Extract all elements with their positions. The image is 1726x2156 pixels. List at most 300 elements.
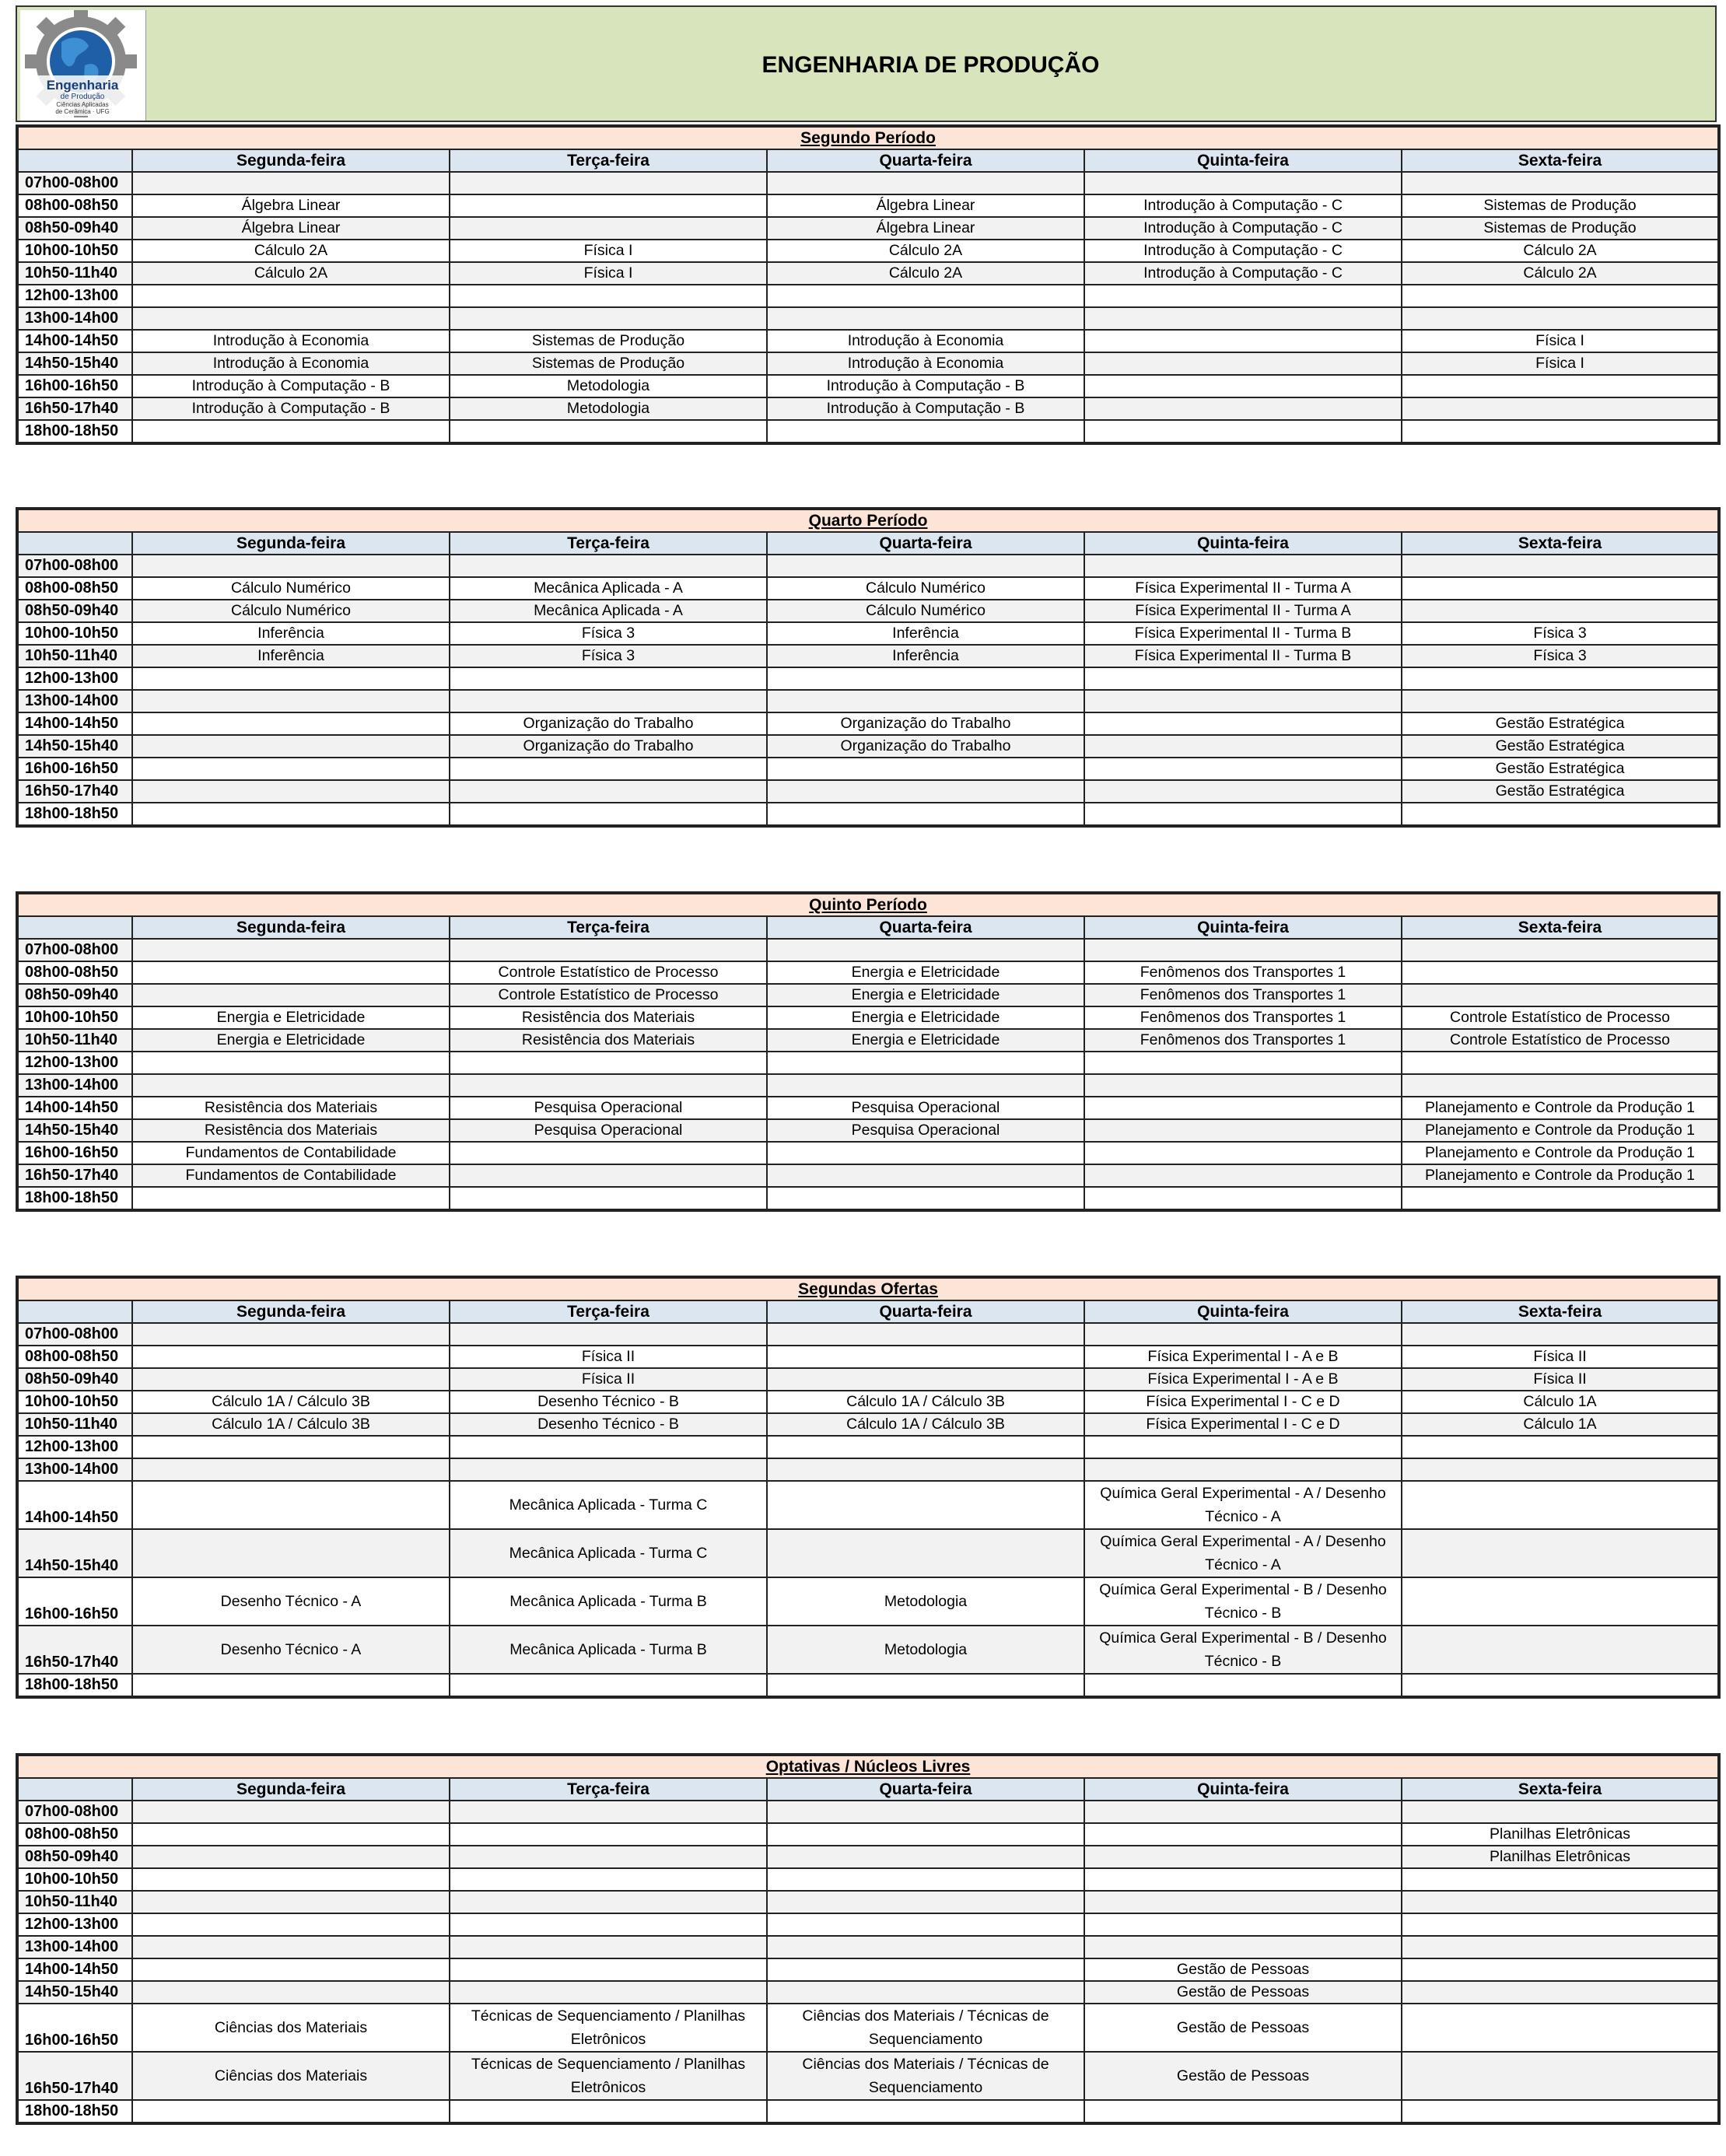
time-slot-label: 14h50-15h40 [17,1529,132,1577]
table-row [17,1529,1719,1577]
class-cell [1402,1936,1719,1958]
table-row [17,1052,1719,1074]
class-cell [132,1346,450,1368]
schedule-table [16,124,1721,445]
day-header: Segunda-feira [132,149,450,172]
time-slot-label: 12h00-13h00 [17,1913,132,1936]
table-row [17,1674,1719,1697]
time-slot-label: 10h50-11h40 [17,1029,132,1052]
class-cell: Cálculo 2A [767,240,1084,262]
class-cell [450,1891,767,1913]
class-cell [450,1187,767,1210]
class-cell [1084,1846,1402,1868]
table-row [17,240,1719,262]
class-cell: Mecânica Aplicada - Turma B [450,1577,767,1626]
class-cell: Energia e Eletricidade [767,1006,1084,1029]
class-cell: Mecânica Aplicada - Turma B [450,1626,767,1674]
class-cell [132,939,450,961]
class-cell [132,1187,450,1210]
gear-globe-logo-icon [20,10,145,119]
class-cell [767,1529,1084,1577]
class-cell: Cálculo 2A [1402,262,1719,285]
class-cell: Química Geral Experimental - B / Desenho Técnico - B [1084,1626,1402,1674]
class-cell [132,712,450,735]
table-row [17,1913,1719,1936]
class-cell [132,1846,450,1868]
class-cell: Física Experimental I - A e B [1084,1346,1402,1368]
class-cell [450,1458,767,1481]
class-cell [1084,712,1402,735]
class-cell [132,690,450,712]
class-cell: Desenho Técnico - A [132,1626,450,1674]
time-slot-label: 12h00-13h00 [17,285,132,307]
class-cell: Metodologia [450,397,767,420]
table-row [17,1097,1719,1119]
class-cell [1084,1436,1402,1458]
class-cell [132,1674,450,1697]
time-slot-label: 07h00-08h00 [17,1323,132,1346]
table-row [17,961,1719,984]
time-slot-label: 08h00-08h50 [17,577,132,600]
class-cell [767,1323,1084,1346]
time-slot-label: 13h00-14h00 [17,1074,132,1097]
time-slot-label: 16h50-17h40 [17,1626,132,1674]
class-cell: Controle Estatístico de Processo [450,961,767,984]
class-cell: Introdução à Computação - C [1084,217,1402,240]
class-cell: Fenômenos dos Transportes 1 [1084,961,1402,984]
class-cell: Introdução à Computação - B [767,397,1084,420]
time-slot-label: 14h00-14h50 [17,1097,132,1119]
class-cell [132,1436,450,1458]
class-cell [1402,1529,1719,1577]
table-row [17,667,1719,690]
class-cell [1402,961,1719,984]
table-row [17,1458,1719,1481]
class-cell: Mecânica Aplicada - A [450,600,767,622]
time-slot-label: 08h50-09h40 [17,1368,132,1391]
table-row [17,555,1719,577]
table-row [17,1577,1719,1626]
class-cell [1402,1913,1719,1936]
class-cell: Cálculo 2A [767,262,1084,285]
class-cell: Controle Estatístico de Processo [1402,1029,1719,1052]
table-row [17,1801,1719,1823]
class-cell [450,1981,767,2004]
class-cell [1402,600,1719,622]
class-cell [1402,984,1719,1006]
class-cell [450,939,767,961]
class-cell: Pesquisa Operacional [450,1119,767,1142]
class-cell: Inferência [767,622,1084,645]
class-cell [1084,375,1402,397]
class-cell [1084,1913,1402,1936]
class-cell: Álgebra Linear [132,217,450,240]
class-cell: Fenômenos dos Transportes 1 [1084,1006,1402,1029]
table-row [17,352,1719,375]
table-row [17,780,1719,803]
table-row [17,1823,1719,1846]
class-cell [450,420,767,443]
class-cell: Desenho Técnico - B [450,1413,767,1436]
class-cell [767,1891,1084,1913]
day-header: Quarta-feira [767,532,1084,555]
class-cell [1084,555,1402,577]
class-cell [132,1481,450,1529]
time-slot-label: 08h50-09h40 [17,984,132,1006]
table-row [17,758,1719,780]
class-cell: Ciências dos Materiais / Técnicas de Sequenciamento [767,2004,1084,2052]
day-header: Segunda-feira [132,916,450,939]
table-row [17,420,1719,443]
class-cell [132,1958,450,1981]
table-row [17,1891,1719,1913]
class-cell [1084,1052,1402,1074]
class-cell: Introdução à Computação - C [1084,262,1402,285]
time-slot-label: 12h00-13h00 [17,1436,132,1458]
class-cell: Energia e Eletricidade [132,1006,450,1029]
table-row [17,1436,1719,1458]
day-header: Segunda-feira [132,1300,450,1323]
day-header: Terça-feira [450,532,767,555]
table-row [17,2100,1719,2123]
time-slot-label: 10h00-10h50 [17,622,132,645]
class-cell [1084,1823,1402,1846]
class-cell [767,307,1084,330]
class-cell: Introdução à Computação - B [767,375,1084,397]
time-slot-label: 13h00-14h00 [17,1458,132,1481]
class-cell: Cálculo Numérico [132,577,450,600]
time-slot-label: 16h00-16h50 [17,1142,132,1164]
class-cell: Física Experimental I - C e D [1084,1391,1402,1413]
class-cell [450,1868,767,1891]
class-cell: Física 3 [1402,645,1719,667]
section-title: Optativas / Núcleos Livres [17,1755,1719,1778]
class-cell [767,1458,1084,1481]
class-cell: Energia e Eletricidade [767,1029,1084,1052]
schedule-table [16,507,1721,828]
class-cell: Física I [450,240,767,262]
class-cell: Cálculo 1A / Cálculo 3B [767,1391,1084,1413]
class-cell [767,690,1084,712]
time-slot-label: 07h00-08h00 [17,172,132,194]
class-cell [1084,1187,1402,1210]
time-slot-label: 16h00-16h50 [17,1577,132,1626]
class-cell [767,1187,1084,1210]
class-cell: Sistemas de Produção [450,330,767,352]
class-cell [1402,667,1719,690]
department-logo [20,10,146,121]
day-header: Sexta-feira [1402,1778,1719,1801]
table-row [17,1029,1719,1052]
class-cell [450,217,767,240]
class-cell [1402,397,1719,420]
class-cell [1084,1074,1402,1097]
class-cell [132,285,450,307]
class-cell: Metodologia [450,375,767,397]
class-cell [767,1436,1084,1458]
class-cell: Cálculo 1A / Cálculo 3B [767,1413,1084,1436]
class-cell [450,1074,767,1097]
class-cell: Física I [1402,352,1719,375]
time-header-blank [17,532,132,555]
time-slot-label: 14h00-14h50 [17,712,132,735]
class-cell [132,1052,450,1074]
class-cell [1084,735,1402,758]
table-row [17,622,1719,645]
day-header: Terça-feira [450,149,767,172]
time-slot-label: 10h00-10h50 [17,1006,132,1029]
class-cell: Gestão de Pessoas [1084,2052,1402,2100]
time-slot-label: 13h00-14h00 [17,1936,132,1958]
class-cell: Física Experimental I - A e B [1084,1368,1402,1391]
time-slot-label: 08h50-09h40 [17,600,132,622]
class-cell [450,803,767,826]
time-slot-label: 07h00-08h00 [17,555,132,577]
table-row [17,1846,1719,1868]
table-row [17,1142,1719,1164]
table-row [17,1323,1719,1346]
class-cell: Química Geral Experimental - B / Desenho Técnico - B [1084,1577,1402,1626]
day-header: Terça-feira [450,1300,767,1323]
class-cell [1084,307,1402,330]
class-cell [450,1846,767,1868]
day-header: Quarta-feira [767,1300,1084,1323]
section-title: Quarto Período [17,509,1719,532]
class-cell [1402,1074,1719,1097]
class-cell [1402,1801,1719,1823]
class-cell: Controle Estatístico de Processo [450,984,767,1006]
time-slot-label: 10h50-11h40 [17,645,132,667]
schedule-table [16,1276,1721,1699]
day-header: Segunda-feira [132,1778,450,1801]
time-slot-label: 08h00-08h50 [17,961,132,984]
class-cell: Cálculo 1A [1402,1413,1719,1436]
class-cell [1402,1323,1719,1346]
class-cell [1084,1801,1402,1823]
time-header-blank [17,916,132,939]
table-row [17,194,1719,217]
class-cell: Física I [450,262,767,285]
class-cell: Sistemas de Produção [1402,194,1719,217]
class-cell [767,1981,1084,2004]
table-row [17,712,1719,735]
class-cell [767,420,1084,443]
page-header [16,5,1717,122]
table-row [17,1868,1719,1891]
class-cell [767,1913,1084,1936]
class-cell [1402,307,1719,330]
class-cell [767,1801,1084,1823]
day-header: Sexta-feira [1402,916,1719,939]
class-cell: Gestão de Pessoas [1084,1981,1402,2004]
class-cell [132,1981,450,2004]
class-cell [1084,690,1402,712]
class-cell [767,780,1084,803]
class-cell: Planejamento e Controle da Produção 1 [1402,1119,1719,1142]
class-cell [132,420,450,443]
time-slot-label: 14h00-14h50 [17,330,132,352]
table-row [17,803,1719,826]
class-cell: Introdução à Computação - C [1084,240,1402,262]
class-cell [450,758,767,780]
time-slot-label: 10h00-10h50 [17,1391,132,1413]
class-cell [767,1074,1084,1097]
time-slot-label: 07h00-08h00 [17,1801,132,1823]
time-slot-label: 10h50-11h40 [17,1891,132,1913]
logo-text-line-4: de Cerâmica · UFG [55,108,110,115]
class-cell: Física Experimental I - C e D [1084,1413,1402,1436]
class-cell: Técnicas de Sequenciamento / Planilhas Eletrônicos [450,2052,767,2100]
class-cell [1084,667,1402,690]
class-cell: Física Experimental II - Turma B [1084,645,1402,667]
class-cell: Gestão Estratégica [1402,735,1719,758]
day-header: Sexta-feira [1402,149,1719,172]
table-row [17,1164,1719,1187]
class-cell [1084,1891,1402,1913]
class-cell: Cálculo 2A [132,262,450,285]
class-cell: Introdução à Computação - B [132,375,450,397]
day-header: Segunda-feira [132,532,450,555]
class-cell: Organização do Trabalho [450,712,767,735]
class-cell [1084,352,1402,375]
page-title: ENGENHARIA DE PRODUÇÃO [761,52,1100,78]
class-cell [450,1913,767,1936]
class-cell [767,1823,1084,1846]
class-cell [132,803,450,826]
logo-text-line-1: Engenharia [46,78,119,93]
class-cell [450,285,767,307]
table-row [17,217,1719,240]
table-row [17,577,1719,600]
class-cell: Fenômenos dos Transportes 1 [1084,984,1402,1006]
class-cell: Mecânica Aplicada - A [450,577,767,600]
class-cell: Mecânica Aplicada - Turma C [450,1481,767,1529]
time-slot-label: 18h00-18h50 [17,2100,132,2123]
class-cell [1402,1981,1719,2004]
day-header: Quinta-feira [1084,916,1402,939]
class-cell [1402,690,1719,712]
class-cell [1084,1936,1402,1958]
class-cell: Mecânica Aplicada - Turma C [450,1529,767,1577]
class-cell: Física I [1402,330,1719,352]
class-cell [450,1801,767,1823]
class-cell [1084,780,1402,803]
class-cell: Gestão de Pessoas [1084,2004,1402,2052]
class-cell: Organização do Trabalho [767,735,1084,758]
class-cell [450,667,767,690]
day-header: Quinta-feira [1084,1778,1402,1801]
class-cell: Inferência [767,645,1084,667]
table-row [17,1481,1719,1529]
class-cell: Cálculo 1A [1402,1391,1719,1413]
time-slot-label: 10h50-11h40 [17,1413,132,1436]
class-cell [1402,1626,1719,1674]
time-slot-label: 08h00-08h50 [17,1823,132,1846]
class-cell: Controle Estatístico de Processo [1402,1006,1719,1029]
class-cell [450,1674,767,1697]
class-cell [450,1323,767,1346]
table-row [17,1346,1719,1368]
table-row [17,600,1719,622]
table-row [17,397,1719,420]
class-cell: Organização do Trabalho [767,712,1084,735]
table-row [17,1936,1719,1958]
class-cell [1402,1458,1719,1481]
class-cell: Resistência dos Materiais [132,1119,450,1142]
class-cell: Resistência dos Materiais [450,1006,767,1029]
class-cell: Ciências dos Materiais [132,2004,450,2052]
time-slot-label: 16h00-16h50 [17,2004,132,2052]
class-cell: Física II [450,1368,767,1391]
class-cell [1402,2052,1719,2100]
class-cell [1084,1119,1402,1142]
class-cell: Fenômenos dos Transportes 1 [1084,1029,1402,1052]
class-cell: Gestão de Pessoas [1084,1958,1402,1981]
class-cell [1402,1577,1719,1626]
class-cell [767,285,1084,307]
class-cell [132,307,450,330]
time-slot-label: 10h00-10h50 [17,1868,132,1891]
class-cell: Álgebra Linear [767,194,1084,217]
day-header: Quinta-feira [1084,1300,1402,1323]
time-slot-label: 18h00-18h50 [17,420,132,443]
section-title: Segundo Período [17,126,1719,149]
class-cell: Planejamento e Controle da Produção 1 [1402,1142,1719,1164]
day-header: Terça-feira [450,1778,767,1801]
time-slot-label: 14h00-14h50 [17,1481,132,1529]
class-cell [767,1958,1084,1981]
class-cell [450,1142,767,1164]
table-row [17,1074,1719,1097]
class-cell: Física 3 [450,645,767,667]
class-cell: Física 3 [450,622,767,645]
class-cell: Cálculo 2A [132,240,450,262]
class-cell: Introdução à Computação - C [1084,194,1402,217]
class-cell [132,961,450,984]
class-cell: Planejamento e Controle da Produção 1 [1402,1097,1719,1119]
class-cell [132,1458,450,1481]
class-cell [767,1142,1084,1164]
class-cell: Física Experimental II - Turma B [1084,622,1402,645]
class-cell: Pesquisa Operacional [767,1119,1084,1142]
class-cell: Física II [1402,1368,1719,1391]
class-cell [1402,939,1719,961]
table-row [17,1119,1719,1142]
class-cell: Cálculo 1A / Cálculo 3B [132,1413,450,1436]
time-slot-label: 13h00-14h00 [17,307,132,330]
class-cell: Pesquisa Operacional [450,1097,767,1119]
class-cell [1402,1868,1719,1891]
class-cell [450,690,767,712]
class-cell: Cálculo Numérico [767,600,1084,622]
class-cell [767,1164,1084,1187]
class-cell [1402,1674,1719,1697]
table-row [17,1626,1719,1674]
logo-text-line-3: Ciências Aplicadas [56,101,109,108]
class-cell [767,1674,1084,1697]
table-row [17,330,1719,352]
day-header: Quarta-feira [767,1778,1084,1801]
class-cell [767,1481,1084,1529]
table-row [17,1368,1719,1391]
class-cell [767,2100,1084,2123]
class-cell [1084,1868,1402,1891]
class-cell [450,555,767,577]
time-slot-label: 08h00-08h50 [17,194,132,217]
class-cell [1084,1458,1402,1481]
time-slot-label: 10h50-11h40 [17,262,132,285]
table-row [17,285,1719,307]
